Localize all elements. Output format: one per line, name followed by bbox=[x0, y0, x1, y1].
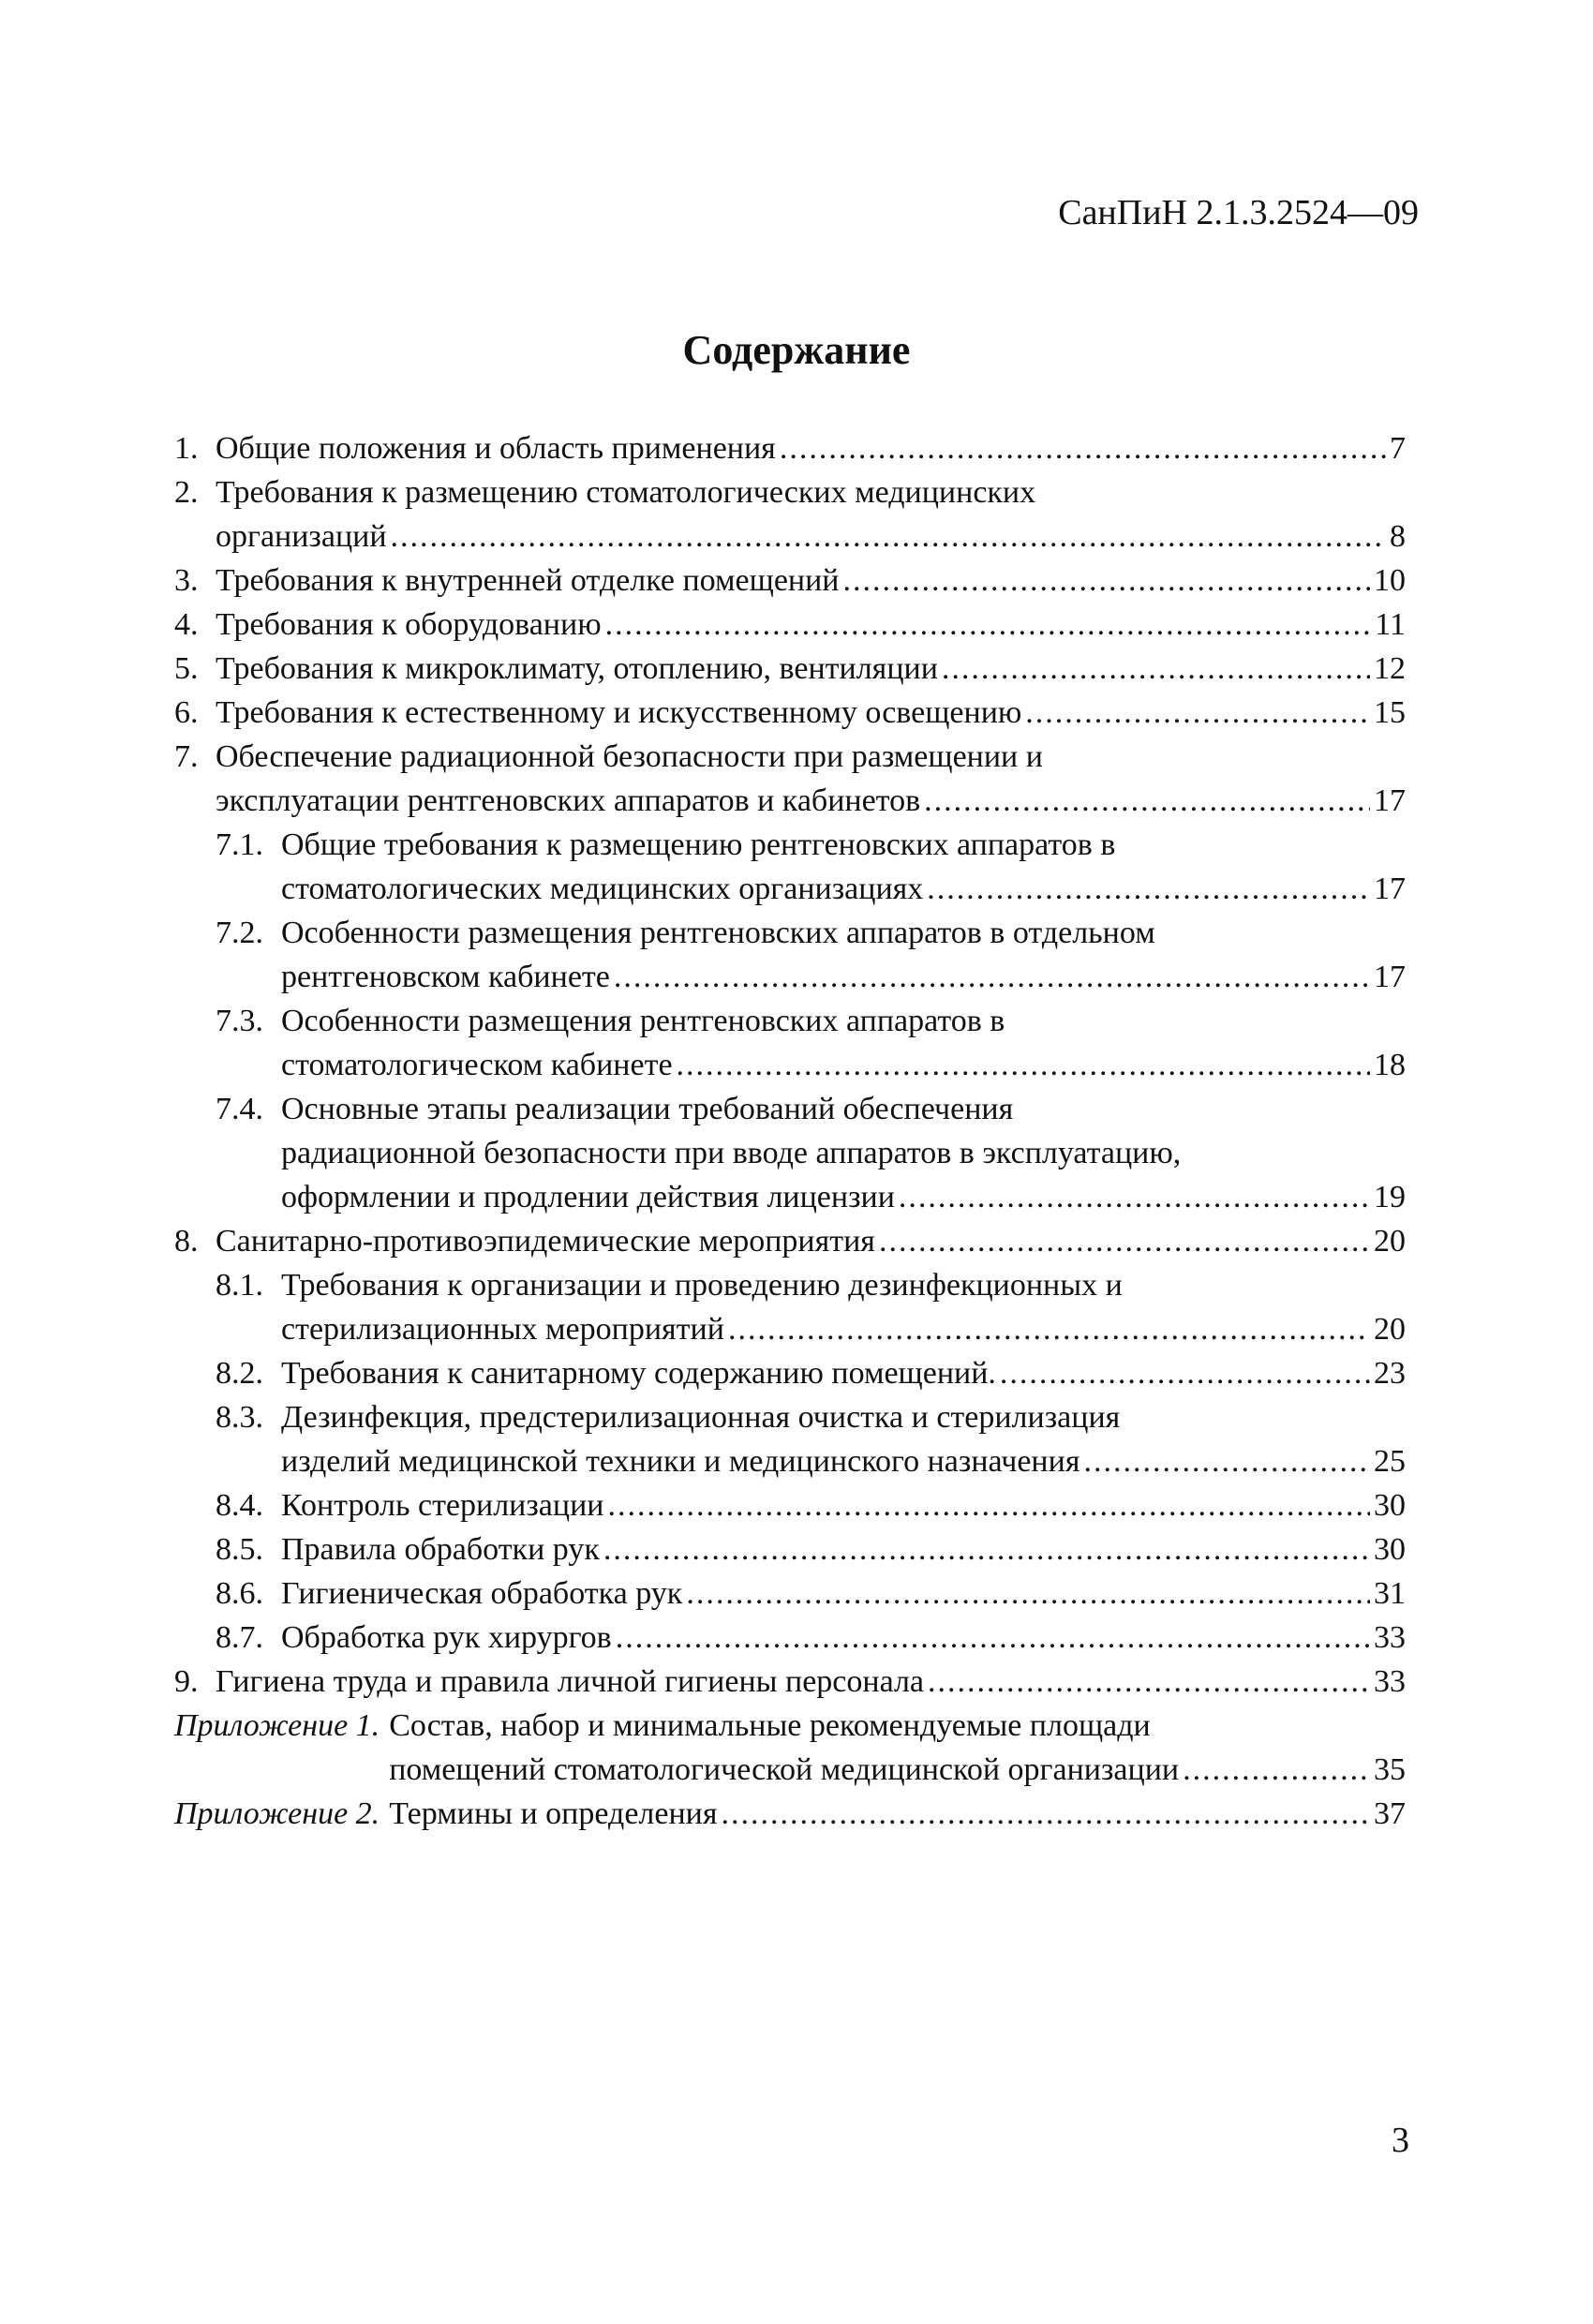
toc-entry-title: Требования к естественному и искусственному освещению bbox=[216, 695, 1022, 730]
toc-entry-title-cont: стоматологическом кабинете bbox=[281, 1048, 673, 1082]
dot-leader bbox=[614, 955, 1370, 999]
toc-entry-number: 3. bbox=[174, 563, 199, 598]
toc-entry-8-1 bbox=[174, 1263, 1406, 1351]
toc-entry-title-cont: радиационной безопасности при вводе аппаратов в эксплуатацию, bbox=[281, 1136, 1182, 1170]
toc-entry-page: 33 bbox=[1374, 1620, 1406, 1655]
toc-entry-page: 15 bbox=[1374, 695, 1406, 730]
toc-entry-title-cont: эксплуатации рентгеновских аппаратов и кабинетов bbox=[216, 783, 921, 818]
toc-entry-2 bbox=[174, 470, 1406, 559]
toc-entry-title: Термины и определения bbox=[389, 1796, 718, 1831]
toc-entry-title: Гигиеническая обработка рук bbox=[281, 1576, 683, 1611]
toc-entry-page: 17 bbox=[1374, 783, 1406, 818]
toc-appendix-label: Приложение 2. bbox=[174, 1796, 380, 1831]
toc-entry-title: Основные этапы реализации требований обеспечения bbox=[281, 1092, 1014, 1126]
toc-entry-appendix-1 bbox=[174, 1704, 1406, 1792]
toc-entry-7 bbox=[174, 735, 1406, 823]
toc-entry-number: 8.7. bbox=[216, 1620, 263, 1655]
toc-entry-page: 17 bbox=[1374, 960, 1406, 994]
toc-entry-page: 12 bbox=[1374, 651, 1406, 686]
toc-entry-number: 7.4. bbox=[216, 1092, 263, 1126]
toc-entry-page: 37 bbox=[1374, 1796, 1406, 1831]
toc-entry-page: 20 bbox=[1374, 1312, 1406, 1347]
dot-leader bbox=[942, 647, 1370, 691]
dot-leader bbox=[391, 514, 1386, 559]
toc-entry-page: 23 bbox=[1374, 1356, 1406, 1391]
dot-leader bbox=[603, 1527, 1370, 1572]
toc-entry-number: 4. bbox=[174, 607, 199, 642]
toc-entry-title-cont: помещений стоматологической медицинской организации bbox=[389, 1752, 1180, 1787]
toc-entry-number: 8.4. bbox=[216, 1488, 263, 1523]
toc-entry-number: 7.1. bbox=[216, 827, 263, 862]
document-code: СанПиН 2.1.3.2524—09 bbox=[1058, 193, 1419, 232]
toc-entry-8-3 bbox=[174, 1395, 1406, 1483]
toc-entry-title: Требования к микроклимату, отоплению, вентиляции bbox=[216, 651, 938, 686]
toc-entry-number: 8.5. bbox=[216, 1532, 263, 1567]
toc-entry-title: Общие положения и область применения bbox=[216, 431, 776, 466]
toc-entry-number: 1. bbox=[174, 431, 199, 466]
dot-leader bbox=[1025, 691, 1370, 735]
toc-entry-title: Требования к оборудованию bbox=[216, 607, 602, 642]
toc-entry-3 bbox=[174, 559, 1406, 603]
toc-entry-title-cont: стерилизационных мероприятий bbox=[281, 1312, 724, 1347]
toc-entry-title-cont: изделий медицинской техники и медицинского назначения bbox=[281, 1444, 1080, 1479]
toc-entry-title: Особенности размещения рентгеновских аппаратов в отдельном bbox=[281, 916, 1155, 950]
toc-entry-8-4 bbox=[174, 1483, 1406, 1527]
toc-entry-title-cont: оформлении и продлении действия лицензии bbox=[281, 1180, 895, 1214]
dot-leader bbox=[879, 1219, 1370, 1263]
dot-leader bbox=[1083, 1439, 1370, 1483]
toc-entry-page: 8 bbox=[1390, 519, 1406, 554]
toc-entry-number: 2. bbox=[174, 475, 199, 510]
toc-entry-number: 6. bbox=[174, 695, 199, 730]
toc-entry-title: Правила обработки рук bbox=[281, 1532, 600, 1567]
toc-entry-8 bbox=[174, 1219, 1406, 1263]
toc-entry-title-cont: рентгеновском кабинете bbox=[281, 960, 610, 994]
toc-entry-title: Обработка рук хирургов bbox=[281, 1620, 612, 1655]
toc-entry-title: Требования к санитарному содержанию помещений. bbox=[281, 1356, 996, 1391]
toc-entry-page: 10 bbox=[1374, 563, 1406, 598]
toc-entry-page: 20 bbox=[1374, 1224, 1406, 1259]
dot-leader bbox=[722, 1792, 1371, 1836]
toc-entry-number: 7.3. bbox=[216, 1004, 263, 1038]
toc-entry-appendix-2 bbox=[174, 1792, 1406, 1836]
toc-entry-7-2 bbox=[174, 911, 1406, 999]
toc-entry-page: 30 bbox=[1374, 1532, 1406, 1567]
dot-leader bbox=[616, 1616, 1370, 1660]
toc-entry-title: Состав, набор и минимальные рекомендуемые площади bbox=[389, 1708, 1151, 1743]
toc-entry-title: Санитарно-противоэпидемические мероприятия bbox=[216, 1224, 875, 1259]
toc-entry-page: 33 bbox=[1374, 1664, 1406, 1699]
table-of-contents bbox=[174, 426, 1406, 1836]
toc-entry-4 bbox=[174, 603, 1406, 647]
toc-entry-9 bbox=[174, 1660, 1406, 1704]
toc-entry-8-2 bbox=[174, 1351, 1406, 1395]
toc-entry-title: Требования к организации и проведению дезинфекционных и bbox=[281, 1268, 1123, 1303]
dot-leader bbox=[843, 559, 1371, 603]
toc-entry-number: 8.1. bbox=[216, 1268, 263, 1303]
toc-entry-page: 7 bbox=[1390, 431, 1406, 466]
toc-entry-5 bbox=[174, 647, 1406, 691]
toc-entry-title: Общие требования к размещению рентгеновских аппаратов в bbox=[281, 827, 1116, 862]
toc-entry-title: Требования к размещению стоматологических медицинских bbox=[216, 475, 1036, 510]
page-number: 3 bbox=[1392, 2121, 1409, 2160]
toc-entry-number: 8.2. bbox=[216, 1356, 263, 1391]
toc-entry-number: 8. bbox=[174, 1224, 199, 1259]
dot-leader bbox=[780, 426, 1386, 470]
toc-entry-page: 17 bbox=[1374, 872, 1406, 906]
toc-entry-page: 18 bbox=[1374, 1048, 1406, 1082]
dot-leader bbox=[605, 603, 1372, 647]
toc-entry-title: Особенности размещения рентгеновских аппаратов в bbox=[281, 1004, 1005, 1038]
dot-leader bbox=[924, 779, 1370, 823]
toc-entry-page: 30 bbox=[1374, 1488, 1406, 1523]
toc-entry-page: 11 bbox=[1375, 607, 1406, 642]
toc-entry-8-6 bbox=[174, 1572, 1406, 1616]
toc-entry-number: 7.2. bbox=[216, 916, 263, 950]
toc-entry-7-4 bbox=[174, 1087, 1406, 1219]
toc-entry-title: Требования к внутренней отделке помещений bbox=[216, 563, 840, 598]
toc-entry-title: Контроль стерилизации bbox=[281, 1488, 604, 1523]
toc-entry-8-7 bbox=[174, 1616, 1406, 1660]
toc-entry-page: 19 bbox=[1374, 1180, 1406, 1214]
dot-leader bbox=[928, 1660, 1370, 1704]
dot-leader bbox=[927, 867, 1370, 911]
toc-entry-8-5 bbox=[174, 1527, 1406, 1572]
dot-leader bbox=[899, 1175, 1370, 1219]
dot-leader bbox=[686, 1572, 1370, 1616]
toc-entry-1 bbox=[174, 426, 1406, 470]
toc-entry-title-cont: стоматологических медицинских организациях bbox=[281, 872, 924, 906]
toc-entry-title: Гигиена труда и правила личной гигиены персонала bbox=[216, 1664, 925, 1699]
dot-leader bbox=[677, 1043, 1370, 1087]
toc-entry-number: 8.6. bbox=[216, 1576, 263, 1611]
dot-leader bbox=[607, 1483, 1370, 1527]
toc-appendix-label: Приложение 1. bbox=[174, 1708, 380, 1743]
toc-entry-title-cont: организаций bbox=[216, 519, 387, 554]
page-title: Содержание bbox=[682, 327, 911, 373]
dot-leader bbox=[1183, 1748, 1370, 1792]
toc-entry-number: 7. bbox=[174, 739, 199, 774]
toc-entry-page: 25 bbox=[1374, 1444, 1406, 1479]
toc-entry-title: Обеспечение радиационной безопасности при размещении и bbox=[216, 739, 1043, 774]
toc-entry-number: 8.3. bbox=[216, 1400, 263, 1435]
toc-entry-page: 31 bbox=[1374, 1576, 1406, 1611]
toc-entry-6 bbox=[174, 691, 1406, 735]
toc-entry-7-3 bbox=[174, 999, 1406, 1087]
toc-entry-page: 35 bbox=[1374, 1752, 1406, 1787]
toc-entry-number: 5. bbox=[174, 651, 199, 686]
dot-leader bbox=[1000, 1351, 1370, 1395]
toc-entry-number: 9. bbox=[174, 1664, 199, 1699]
toc-entry-7-1 bbox=[174, 823, 1406, 911]
dot-leader bbox=[728, 1307, 1370, 1351]
toc-entry-title: Дезинфекция, предстерилизационная очистка и стерилизация bbox=[281, 1400, 1121, 1435]
